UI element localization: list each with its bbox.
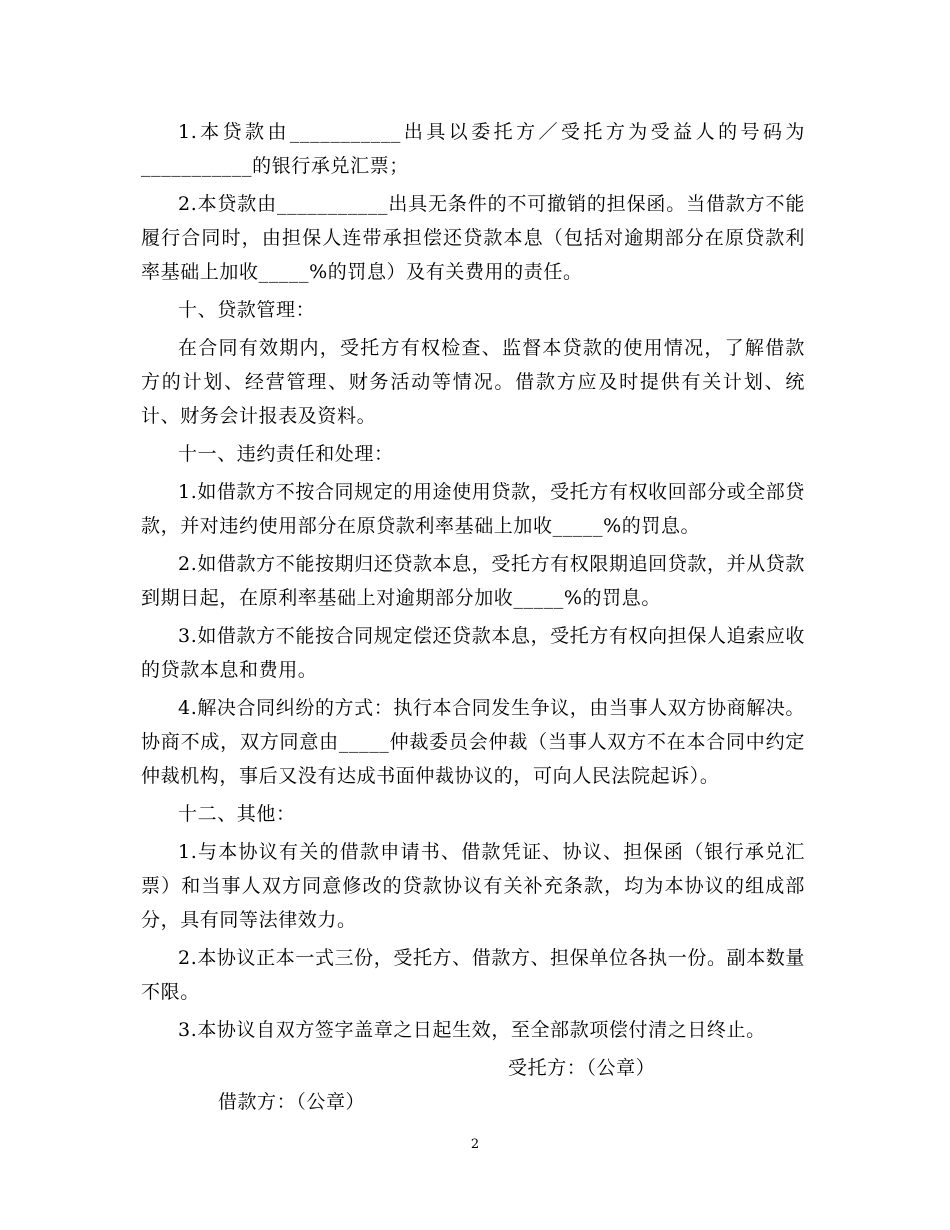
section-heading-other: 十二、其他： [178, 803, 296, 825]
clause-breach-misuse: 1.如借款方不按合同规定的用途使用贷款，受托方有权收回部分或全部贷款，并对违约使用部分在原贷款利率基础上加收_____%的罚息。 [141, 481, 805, 537]
page-number: 2 [470, 1137, 480, 1152]
clause-dispute-resolution: 4.解决合同纠纷的方式：执行本合同发生争议，由当事人双方协商解决。协商不成，双方同意由_____仲裁委员会仲裁（当事人双方不在本合同中约定仲裁机构，事后又没有达成书面仲裁协议的，可向人民法院起诉）。 [141, 697, 805, 787]
clause-guarantee-letter: 2.本贷款由___________出具无条件的不可撤销的担保函。当借款方不能履行合同时，由担保人连带承担偿还贷款本息（包括对逾期部分在原贷款利率基础上加收_____%的罚息）及有关费用的责任。 [141, 193, 805, 283]
trustee-seal-label: 受托方：（公章） [508, 1057, 656, 1079]
clause-bank-acceptance-draft: 1.本贷款由___________出具以委托方／受托方为受益人的号码为___________的银行承兑汇票； [141, 121, 805, 177]
signature-row [141, 1051, 805, 1113]
section-heading-loan-management: 十、贷款管理： [178, 299, 316, 321]
clause-loan-management: 在合同有效期内，受托方有权检查、监督本贷款的使用情况，了解借款方的计划、经营管理、财务活动等情况。借款方应及时提供有关计划、统计、财务会计报表及资料。 [141, 337, 805, 427]
clause-copies: 2.本协议正本一式三份，受托方、借款方、担保单位各执一份。副本数量不限。 [141, 947, 805, 1003]
clause-breach-late-repayment: 2.如借款方不能按期归还贷款本息，受托方有权限期追回贷款，并从贷款到期日起，在原利率基础上对逾期部分加收_____%的罚息。 [141, 553, 805, 609]
section-heading-breach-liability: 十一、违约责任和处理： [178, 443, 394, 465]
clause-effective-date: 3.本协议自双方签字盖章之日起生效，至全部款项偿付清之日终止。 [178, 1019, 766, 1041]
document-body [141, 115, 805, 1113]
clause-agreement-components: 1.与本协议有关的借款申请书、借款凭证、协议、担保函（银行承兑汇票）和当事人双方同意修改的贷款协议有关补充条款，均为本协议的组成部分，具有同等法律效力。 [141, 841, 805, 931]
borrower-seal-label: 借款方：（公章） [217, 1091, 366, 1113]
clause-breach-guarantor-recourse: 3.如借款方不能按合同规定偿还贷款本息，受托方有权向担保人追索应收的贷款本息和费用。 [141, 625, 805, 681]
